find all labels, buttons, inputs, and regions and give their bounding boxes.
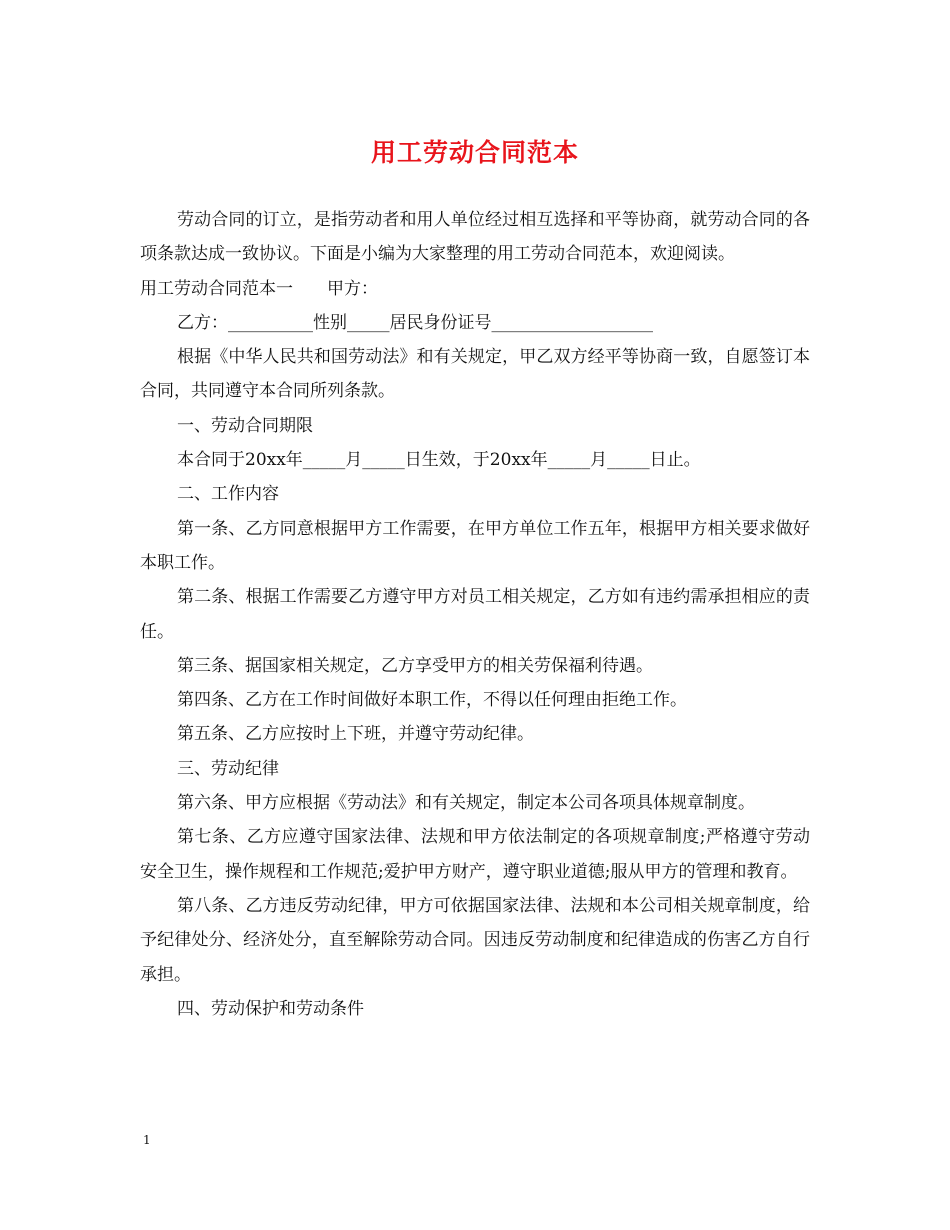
paragraph-term: 本合同于20xx年_____月_____日生效，于20xx年_____月_____日止。 bbox=[177, 450, 701, 471]
clause-1: 第一条、乙方同意根据甲方工作需要，在甲方单位工作五年，根据甲方相关要求做好本职工作。 bbox=[140, 518, 810, 573]
paragraph-basis: 根据《中华人民共和国劳动法》和有关规定，甲乙双方经平等协商一致，自愿签订本合同，共同遵守本合同所列条款。 bbox=[140, 347, 810, 402]
section-heading-discipline: 三、劳动纪律 bbox=[177, 758, 279, 779]
clause-8: 第八条、乙方违反劳动纪律，甲方可依据国家法律、法规和本公司相关规章制度，给予纪律处分、经济处分，直至解除劳动合同。因违反劳动制度和纪律造成的伤害乙方自行承担。 bbox=[140, 895, 810, 985]
document-body bbox=[140, 203, 810, 1026]
section-heading-protection: 四、劳动保护和劳动条件 bbox=[177, 998, 364, 1019]
section-heading-work-content: 二、工作内容 bbox=[177, 484, 279, 505]
clause-4: 第四条、乙方在工作时间做好本职工作，不得以任何理由拒绝工作。 bbox=[177, 690, 687, 711]
clause-2: 第二条、根据工作需要乙方遵守甲方对员工相关规定，乙方如有违约需承担相应的责任。 bbox=[140, 587, 810, 642]
paragraph-intro: 劳动合同的订立，是指劳动者和用人单位经过相互选择和平等协商，就劳动合同的各项条款达成一致协议。下面是小编为大家整理的用工劳动合同范本，欢迎阅读。 bbox=[140, 210, 810, 265]
clause-3: 第三条、据国家相关规定，乙方享受甲方的相关劳保福利待遇。 bbox=[177, 655, 653, 676]
clause-7: 第七条、乙方应遵守国家法律、法规和甲方依法制定的各项规章制度;严格遵守劳动安全卫生，操作规程和工作规范;爱护甲方财产，遵守职业道德;服从甲方的管理和教育。 bbox=[140, 827, 810, 882]
document-title: 用工劳动合同范本 bbox=[370, 138, 579, 167]
paragraph-contract-heading: 用工劳动合同范本一 甲方： bbox=[140, 278, 378, 299]
clause-5: 第五条、乙方应按时上下班，并遵守劳动纪律。 bbox=[177, 724, 534, 745]
paragraph-party-b: 乙方：__________性别_____居民身份证号___________________ bbox=[177, 312, 653, 333]
section-heading-term: 一、劳动合同期限 bbox=[177, 415, 313, 436]
clause-6: 第六条、甲方应根据《劳动法》和有关规定，制定本公司各项具体规章制度。 bbox=[177, 793, 755, 814]
page-number: 1 bbox=[143, 1133, 151, 1147]
